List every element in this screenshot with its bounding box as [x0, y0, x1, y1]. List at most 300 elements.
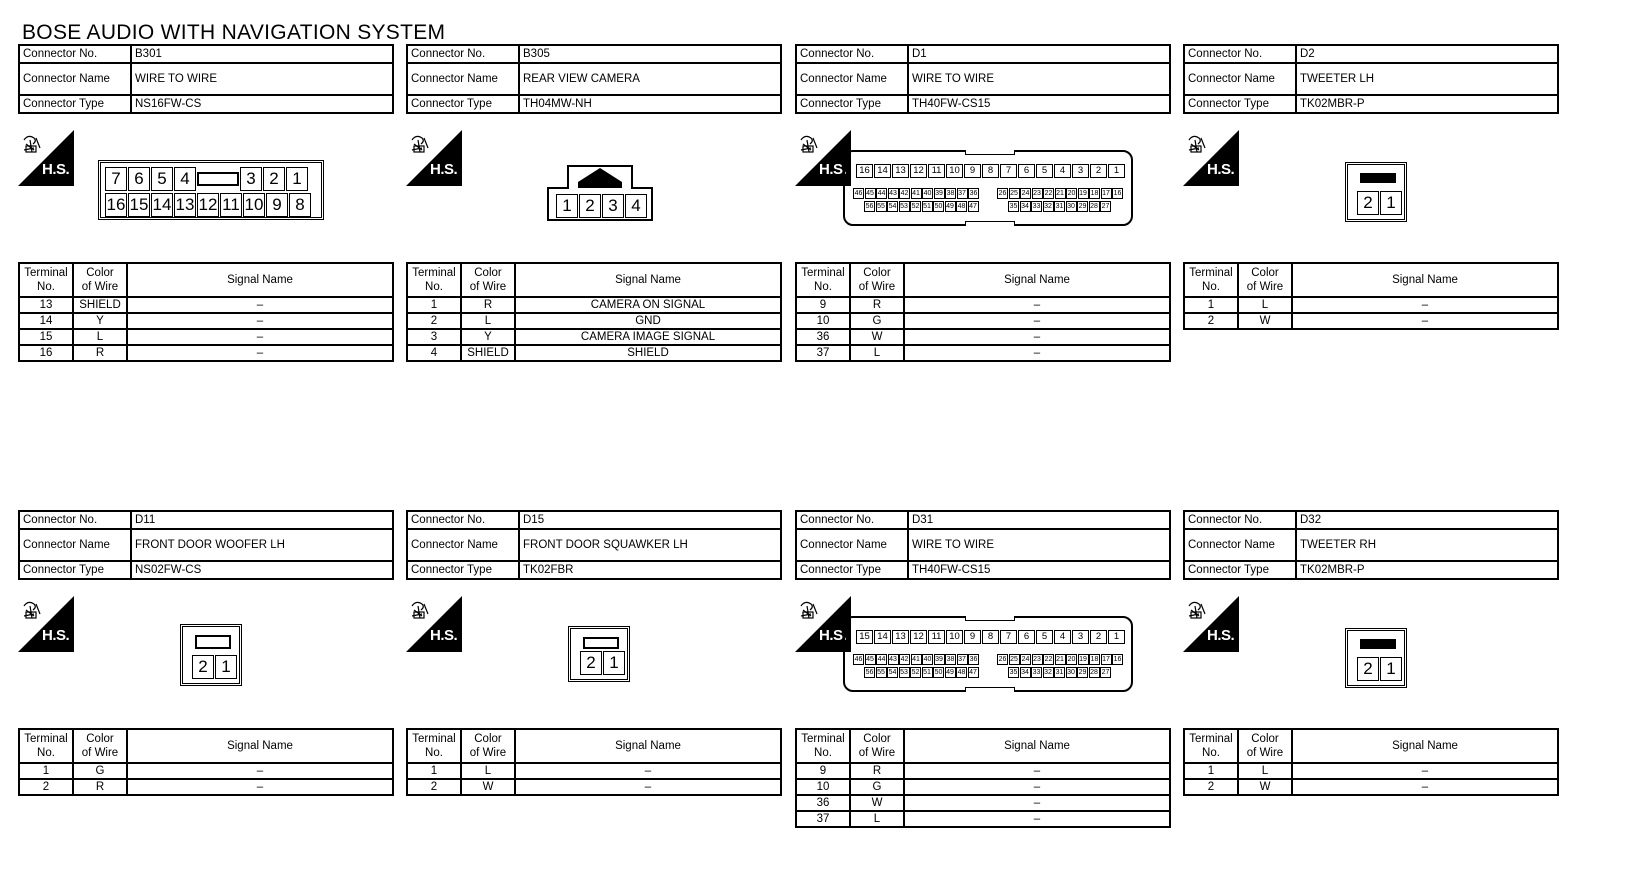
- pin-3: 3: [1072, 164, 1089, 178]
- connector-type-value: NS02FW-CS: [131, 561, 393, 579]
- terminal-no-header: Terminal No.: [19, 729, 73, 763]
- pin-16: 16: [856, 164, 873, 178]
- wire-color-cell: W: [1238, 779, 1292, 795]
- terminal-no-cell: 36: [796, 795, 850, 811]
- terminal-no-header: Terminal No.: [796, 729, 850, 763]
- pin-4: 4: [1054, 630, 1071, 644]
- pin-2: 2: [1357, 657, 1379, 681]
- connector-face-diagram: [546, 160, 654, 222]
- pin-4: 4: [625, 194, 647, 218]
- pin-15: 15: [128, 193, 150, 217]
- hs-label: H.S.: [1207, 161, 1235, 178]
- connector-type-value: NS16FW-CS: [131, 95, 393, 113]
- pin-44: 44: [877, 190, 886, 197]
- terminal-table: [18, 262, 394, 362]
- terminal-no-cell: 37: [796, 345, 850, 361]
- connector-no-label: Connector No.: [796, 511, 908, 529]
- pin-42: 42: [900, 656, 909, 663]
- pin-1: 1: [1380, 657, 1402, 681]
- harness-side-icon: [1183, 596, 1239, 652]
- terminal-no-cell: 2: [1184, 313, 1238, 329]
- table-row: [19, 345, 393, 361]
- pin-1: 1: [1108, 630, 1125, 644]
- pin-41: 41: [912, 190, 920, 197]
- pin-44: 44: [877, 656, 886, 663]
- connector-info-table: [18, 44, 394, 114]
- pin-5: 5: [151, 167, 173, 191]
- connector-face-diagram: [843, 616, 1133, 692]
- pin-9: 9: [964, 630, 981, 644]
- pin-1: 1: [286, 167, 308, 191]
- pin-51: 51: [923, 203, 931, 210]
- terminal-table: [795, 728, 1171, 828]
- connector-no-value: D31: [908, 511, 1170, 529]
- connector-no-label: Connector No.: [407, 511, 519, 529]
- hs-label: H.S.: [430, 161, 458, 178]
- pin-27: 27: [1101, 669, 1110, 676]
- color-of-wire-header: Color of Wire: [73, 263, 127, 297]
- pin-29: 29: [1078, 203, 1087, 210]
- pin-45: 45: [866, 656, 874, 663]
- pin-32: 32: [1044, 669, 1052, 676]
- signal-name-header: Signal Name: [515, 263, 781, 297]
- pin-37: 37: [958, 190, 966, 197]
- pin-29: 29: [1078, 669, 1087, 676]
- pin-38: 38: [946, 190, 955, 197]
- pin-50: 50: [934, 203, 943, 210]
- terminal-table: [795, 262, 1171, 362]
- connector-block-d2: [1183, 44, 1559, 344]
- signal-name-cell: SHIELD: [515, 345, 781, 361]
- pin-8: 8: [982, 630, 999, 644]
- wire-color-cell: W: [850, 795, 904, 811]
- connector-name-value: WIRE TO WIRE: [908, 529, 1170, 561]
- pin-53: 53: [900, 203, 908, 210]
- pin-8: 8: [289, 193, 311, 217]
- connector-block-d11: [18, 510, 394, 810]
- pin-13: 13: [174, 193, 196, 217]
- table-row: [796, 329, 1170, 345]
- terminal-no-header: Terminal No.: [1184, 263, 1238, 297]
- connector-type-value: TH40FW-CS15: [908, 561, 1170, 579]
- signal-name-cell: –: [904, 811, 1170, 827]
- pin-24: 24: [1021, 656, 1030, 663]
- pin-48: 48: [957, 669, 966, 676]
- pin-11: 11: [220, 193, 242, 217]
- pin-23: 23: [1033, 656, 1041, 663]
- wire-color-cell: G: [850, 313, 904, 329]
- pin-24: 24: [1021, 190, 1030, 197]
- table-row: [407, 329, 781, 345]
- harness-side-icon: [18, 130, 74, 186]
- pin-18: 18: [1090, 656, 1099, 663]
- color-of-wire-header: Color of Wire: [461, 263, 515, 297]
- color-of-wire-header: Color of Wire: [1238, 263, 1292, 297]
- pin-3: 3: [240, 167, 262, 191]
- pin-11: 11: [928, 164, 945, 178]
- connector-type-label: Connector Type: [796, 561, 908, 579]
- connector-name-label: Connector Name: [19, 63, 131, 95]
- pin-47: 47: [969, 203, 977, 210]
- pin-41: 41: [912, 656, 920, 663]
- pin-12: 12: [910, 164, 927, 178]
- terminal-no-cell: 37: [796, 811, 850, 827]
- connector-face-diagram: [180, 624, 242, 686]
- connector-name-label: Connector Name: [407, 529, 519, 561]
- pin-7: 7: [1000, 630, 1017, 644]
- signal-name-cell: –: [904, 345, 1170, 361]
- pin-7: 7: [105, 167, 127, 191]
- pin-28: 28: [1090, 203, 1098, 210]
- terminal-table: [18, 728, 394, 796]
- pin-50: 50: [934, 669, 943, 676]
- terminal-no-cell: 9: [796, 763, 850, 779]
- pin-10: 10: [243, 193, 265, 217]
- connector-no-label: Connector No.: [407, 45, 519, 63]
- connector-face-diagram: [1345, 628, 1407, 688]
- pin-55: 55: [877, 669, 885, 676]
- pin-47: 47: [969, 669, 977, 676]
- table-row: [796, 313, 1170, 329]
- terminal-no-cell: 13: [19, 297, 73, 313]
- pin-39: 39: [935, 656, 943, 663]
- pin-10: 10: [946, 630, 963, 644]
- connector-type-value: TK02MBR-P: [1296, 95, 1558, 113]
- connector-name-value: TWEETER LH: [1296, 63, 1558, 95]
- pin-10: 10: [946, 164, 963, 178]
- connector-face-diagram: [843, 150, 1133, 226]
- connector-name-value: FRONT DOOR WOOFER LH: [131, 529, 393, 561]
- pin-22: 22: [1044, 190, 1053, 197]
- pin-56: 56: [865, 203, 874, 210]
- lock-tab: [965, 150, 1015, 155]
- pin-31: 31: [1055, 669, 1064, 676]
- wire-color-cell: G: [73, 763, 127, 779]
- table-row: [19, 313, 393, 329]
- wire-color-cell: R: [850, 763, 904, 779]
- connector-no-label: Connector No.: [19, 511, 131, 529]
- connector-no-value: D2: [1296, 45, 1558, 63]
- signal-name-header: Signal Name: [127, 729, 393, 763]
- table-row: [1184, 297, 1558, 313]
- connector-type-value: TH04MW-NH: [519, 95, 781, 113]
- signal-name-header: Signal Name: [904, 263, 1170, 297]
- terminal-no-header: Terminal No.: [19, 263, 73, 297]
- pin-14: 14: [874, 630, 891, 644]
- wire-color-cell: R: [850, 297, 904, 313]
- terminal-no-header: Terminal No.: [407, 729, 461, 763]
- signal-name-cell: –: [1292, 779, 1558, 795]
- pin-5: 5: [1036, 630, 1053, 644]
- wire-color-cell: SHIELD: [73, 297, 127, 313]
- connector-no-value: D32: [1296, 511, 1558, 529]
- connector-type-label: Connector Type: [407, 561, 519, 579]
- table-row: [19, 329, 393, 345]
- wire-color-cell: L: [73, 329, 127, 345]
- connector-no-value: D11: [131, 511, 393, 529]
- pin-52: 52: [911, 669, 920, 676]
- connector-type-value: TK02FBR: [519, 561, 781, 579]
- terminal-table: [406, 262, 782, 362]
- harness-side-icon: [406, 130, 462, 186]
- pin-1: 1: [1108, 164, 1125, 178]
- table-row: [796, 795, 1170, 811]
- connector-type-label: Connector Type: [19, 95, 131, 113]
- pin-35: 35: [1009, 203, 1018, 210]
- pin-6: 6: [128, 167, 150, 191]
- pin-43: 43: [889, 190, 897, 197]
- connector-face-diagram: [98, 160, 324, 220]
- key-slot: [197, 172, 239, 186]
- pin-1: 1: [603, 651, 625, 675]
- pin-43: 43: [889, 656, 897, 663]
- terminal-table: [1183, 728, 1559, 796]
- harness-side-icon: [406, 596, 462, 652]
- connector-type-label: Connector Type: [19, 561, 131, 579]
- wire-color-cell: Y: [461, 329, 515, 345]
- signal-name-cell: –: [1292, 297, 1558, 313]
- pin-31: 31: [1055, 203, 1064, 210]
- wire-color-cell: L: [850, 811, 904, 827]
- pin-49: 49: [946, 669, 954, 676]
- pin-53: 53: [900, 669, 908, 676]
- pin-52: 52: [911, 203, 920, 210]
- signal-name-cell: –: [904, 795, 1170, 811]
- connector-info-table: [18, 510, 394, 580]
- connector-info-table: [1183, 44, 1559, 114]
- connector-name-label: Connector Name: [796, 529, 908, 561]
- key-bar: [1360, 173, 1396, 183]
- color-of-wire-header: Color of Wire: [1238, 729, 1292, 763]
- terminal-no-cell: 10: [796, 313, 850, 329]
- wire-color-cell: L: [1238, 763, 1292, 779]
- pin-20: 20: [1067, 656, 1076, 663]
- color-of-wire-header: Color of Wire: [850, 729, 904, 763]
- table-row: [19, 763, 393, 779]
- wire-color-cell: L: [1238, 297, 1292, 313]
- pin-7: 7: [1000, 164, 1017, 178]
- wire-color-cell: Y: [73, 313, 127, 329]
- harness-side-icon: [1183, 130, 1239, 186]
- connector-info-table: [406, 510, 782, 580]
- pin-28: 28: [1090, 669, 1098, 676]
- connector-info-table: [1183, 510, 1559, 580]
- pin-25: 25: [1010, 190, 1018, 197]
- pin-30: 30: [1067, 669, 1075, 676]
- connector-block-b305: [406, 44, 782, 359]
- wire-color-cell: R: [461, 297, 515, 313]
- terminal-no-cell: 2: [407, 779, 461, 795]
- hs-label: H.S.: [42, 627, 70, 644]
- connector-block-d1: [795, 44, 1171, 359]
- pin-17: 17: [1102, 190, 1110, 197]
- signal-name-cell: –: [127, 329, 393, 345]
- pin-32: 32: [1044, 203, 1052, 210]
- pin-2: 2: [192, 655, 214, 679]
- pin-34: 34: [1021, 669, 1029, 676]
- terminal-no-cell: 15: [19, 329, 73, 345]
- terminal-no-cell: 4: [407, 345, 461, 361]
- pin-2: 2: [579, 194, 601, 218]
- table-row: [796, 779, 1170, 795]
- key-bar: [583, 637, 619, 649]
- pin-9: 9: [964, 164, 981, 178]
- wire-color-cell: SHIELD: [461, 345, 515, 361]
- pin-35: 35: [1009, 669, 1018, 676]
- connector-no-value: D1: [908, 45, 1170, 63]
- pin-2: 2: [1090, 630, 1107, 644]
- pin-40: 40: [923, 190, 932, 197]
- table-row: [407, 313, 781, 329]
- table-row: [407, 297, 781, 313]
- pin-19: 19: [1079, 656, 1087, 663]
- signal-name-cell: –: [904, 313, 1170, 329]
- terminal-no-cell: 1: [407, 297, 461, 313]
- pin-37: 37: [958, 656, 966, 663]
- pin-49: 49: [946, 203, 954, 210]
- signal-name-cell: CAMERA IMAGE SIGNAL: [515, 329, 781, 345]
- pin-1: 1: [215, 655, 237, 679]
- pin-2: 2: [263, 167, 285, 191]
- pin-30: 30: [1067, 203, 1075, 210]
- signal-name-cell: –: [904, 763, 1170, 779]
- pin-16: 16: [1113, 656, 1122, 663]
- pin-14: 14: [874, 164, 891, 178]
- table-row: [796, 811, 1170, 827]
- pin-5: 5: [1036, 164, 1053, 178]
- pin-2: 2: [580, 651, 602, 675]
- pin-21: 21: [1056, 190, 1064, 197]
- color-of-wire-header: Color of Wire: [461, 729, 515, 763]
- connector-name-label: Connector Name: [1184, 529, 1296, 561]
- terminal-no-cell: 36: [796, 329, 850, 345]
- pin-46: 46: [854, 190, 863, 197]
- pin-36: 36: [969, 656, 978, 663]
- signal-name-header: Signal Name: [515, 729, 781, 763]
- pin-38: 38: [946, 656, 955, 663]
- pin-42: 42: [900, 190, 909, 197]
- pin-16: 16: [1113, 190, 1122, 197]
- connector-name-label: Connector Name: [1184, 63, 1296, 95]
- pin-20: 20: [1067, 190, 1076, 197]
- table-row: [1184, 779, 1558, 795]
- pin-56: 56: [865, 669, 874, 676]
- table-row: [19, 297, 393, 313]
- pin-26: 26: [998, 190, 1007, 197]
- connector-block-d32: [1183, 510, 1559, 810]
- connector-type-value: TH40FW-CS15: [908, 95, 1170, 113]
- connector-name-label: Connector Name: [407, 63, 519, 95]
- connector-block-b301: [18, 44, 394, 359]
- signal-name-cell: –: [127, 297, 393, 313]
- pin-3: 3: [602, 194, 624, 218]
- connector-no-label: Connector No.: [19, 45, 131, 63]
- connector-info-table: [406, 44, 782, 114]
- wire-color-cell: L: [461, 763, 515, 779]
- connector-type-label: Connector Type: [796, 95, 908, 113]
- terminal-no-cell: 14: [19, 313, 73, 329]
- pin-2: 2: [1090, 164, 1107, 178]
- pin-18: 18: [1090, 190, 1099, 197]
- terminal-no-cell: 1: [1184, 297, 1238, 313]
- connector-name-value: WIRE TO WIRE: [908, 63, 1170, 95]
- terminal-no-header: Terminal No.: [407, 263, 461, 297]
- connector-no-value: D15: [519, 511, 781, 529]
- connector-name-value: REAR VIEW CAMERA: [519, 63, 781, 95]
- connector-info-table: [795, 510, 1171, 580]
- signal-name-cell: –: [904, 779, 1170, 795]
- terminal-no-header: Terminal No.: [796, 263, 850, 297]
- pin-22: 22: [1044, 656, 1053, 663]
- connector-type-label: Connector Type: [1184, 561, 1296, 579]
- pin-11: 11: [928, 630, 945, 644]
- pin-48: 48: [957, 203, 966, 210]
- pin-51: 51: [923, 669, 931, 676]
- connector-block-d31: [795, 510, 1171, 825]
- pin-54: 54: [888, 669, 897, 676]
- signal-name-cell: –: [904, 297, 1170, 313]
- signal-name-header: Signal Name: [1292, 729, 1558, 763]
- connector-type-label: Connector Type: [1184, 95, 1296, 113]
- terminal-no-cell: 1: [407, 763, 461, 779]
- terminal-no-cell: 16: [19, 345, 73, 361]
- pin-19: 19: [1079, 190, 1087, 197]
- pin-12: 12: [197, 193, 219, 217]
- connector-no-value: B301: [131, 45, 393, 63]
- table-row: [1184, 763, 1558, 779]
- terminal-no-cell: 1: [1184, 763, 1238, 779]
- wire-color-cell: R: [73, 345, 127, 361]
- connector-face-diagram: [1345, 162, 1407, 222]
- pin-2: 2: [1357, 191, 1379, 215]
- hs-label: H.S.: [819, 161, 847, 178]
- pin-45: 45: [866, 190, 874, 197]
- signal-name-header: Signal Name: [904, 729, 1170, 763]
- pin-1: 1: [556, 194, 578, 218]
- connector-block-d15: [406, 510, 782, 810]
- pin-15: 15: [856, 630, 873, 644]
- key-bar: [195, 635, 231, 649]
- wire-color-cell: G: [850, 779, 904, 795]
- signal-name-cell: –: [127, 779, 393, 795]
- pin-3: 3: [1072, 630, 1089, 644]
- table-row: [796, 763, 1170, 779]
- table-row: [407, 345, 781, 361]
- pin-39: 39: [935, 190, 943, 197]
- pin-8: 8: [982, 164, 999, 178]
- terminal-no-cell: 2: [19, 779, 73, 795]
- signal-name-cell: –: [904, 329, 1170, 345]
- wire-color-cell: R: [73, 779, 127, 795]
- wire-color-cell: W: [461, 779, 515, 795]
- terminal-no-cell: 2: [1184, 779, 1238, 795]
- pin-33: 33: [1032, 669, 1041, 676]
- terminal-table: [1183, 262, 1559, 330]
- pin-55: 55: [877, 203, 885, 210]
- pin-36: 36: [969, 190, 978, 197]
- pin-17: 17: [1102, 656, 1110, 663]
- terminal-no-cell: 9: [796, 297, 850, 313]
- terminal-no-cell: 1: [19, 763, 73, 779]
- connector-type-label: Connector Type: [407, 95, 519, 113]
- terminal-no-cell: 10: [796, 779, 850, 795]
- pin-6: 6: [1018, 164, 1035, 178]
- pin-33: 33: [1032, 203, 1041, 210]
- harness-side-icon: [18, 596, 74, 652]
- pin-54: 54: [888, 203, 897, 210]
- signal-name-header: Signal Name: [1292, 263, 1558, 297]
- connector-no-value: B305: [519, 45, 781, 63]
